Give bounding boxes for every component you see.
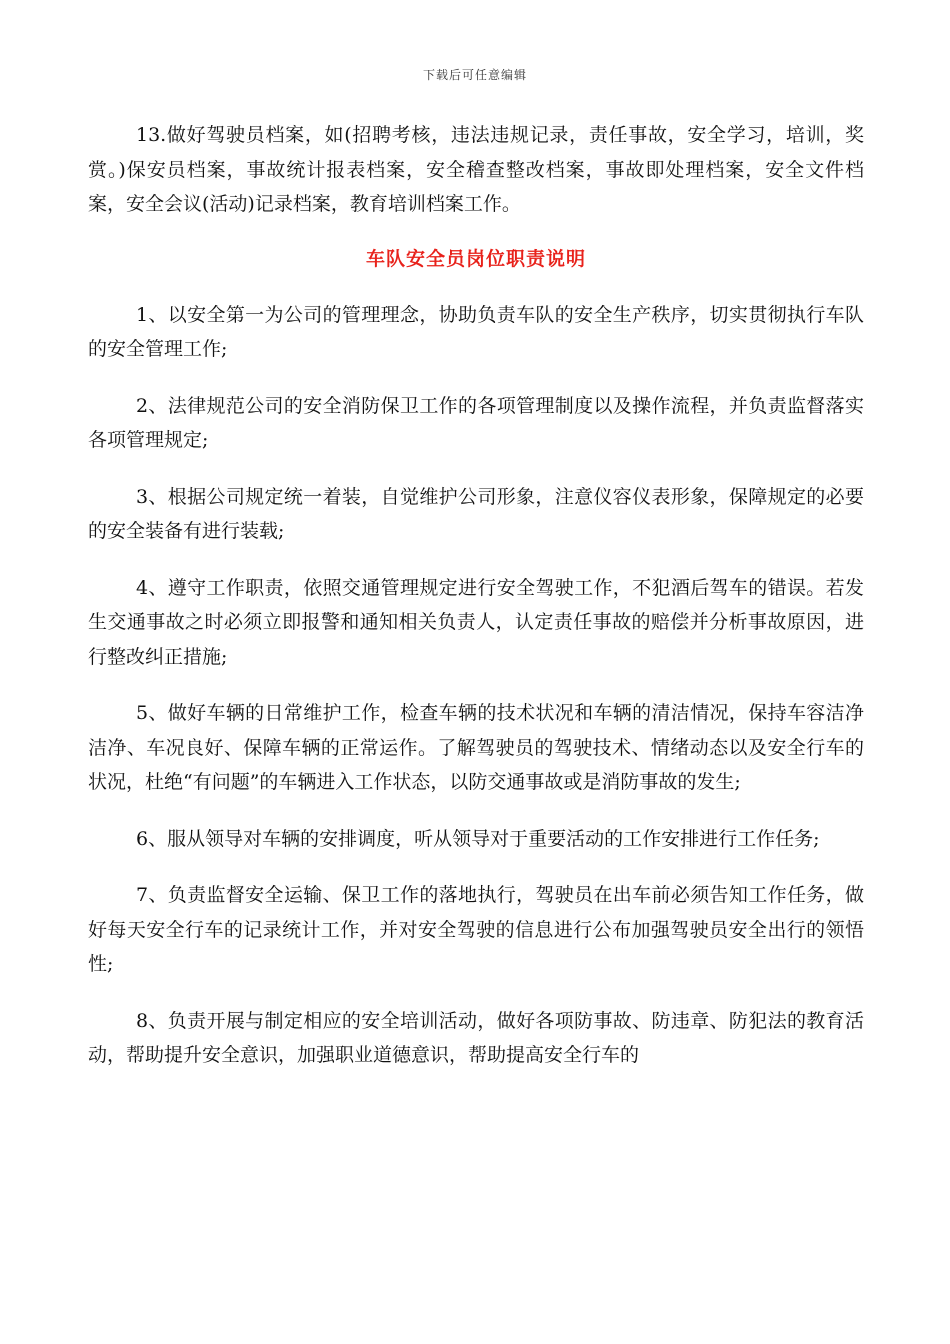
duty-item-1: 1、以安全第一为公司的管理理念，协助负责车队的安全生产秩序，切实贯彻执行车队的安全管理工作; xyxy=(88,303,864,360)
duty-item-3: 3、根据公司规定统一着装，自觉维护公司形象，注意仪容仪表形象，保障规定的必要的安全装备有进行装载; xyxy=(88,485,864,542)
duty-item-6: 6、服从领导对车辆的安排调度，听从领导对于重要活动的工作安排进行工作任务; xyxy=(136,827,820,850)
duty-item-8: 8、负责开展与制定相应的安全培训活动，做好各项防事故、防违章、防犯法的教育活动，帮助提升安全意识，加强职业道德意识，帮助提高安全行车的 xyxy=(88,1009,864,1066)
duty-item-4: 4、遵守工作职责，依照交通管理规定进行安全驾驶工作，不犯酒后驾车的错误。若发生交通事故之时必须立即报警和通知相关负责人，认定责任事故的赔偿并分析事故原因，进行整改纠正措施; xyxy=(88,576,864,668)
intro-paragraph: 13.做好驾驶员档案，如(招聘考核，违法违规记录，责任事故，安全学习，培训，奖赏。)保安员档案，事故统计报表档案，安全稽查整改档案，事故即处理档案，安全文件档案，安全会议(活动)记录档案，教育培训档案工作。 xyxy=(88,124,864,215)
document-body xyxy=(88,118,864,1073)
duty-item-7: 7、负责监督安全运输、保卫工作的落地执行，驾驶员在出车前必须告知工作任务，做好每天安全行车的记录统计工作，并对安全驾驶的信息进行公布加强驾驶员安全出行的领悟性; xyxy=(88,884,864,975)
duty-item-5: 5、做好车辆的日常维护工作，检查车辆的技术状况和车辆的清洁情况，保持车容洁净洁净、车况良好、保障车辆的正常运作。了解驾驶员的驾驶技术、情绪动态以及安全行车的状况，杜绝“有问题”的车辆进入工作状态，以防交通事故或是消防事故的发生; xyxy=(88,702,864,793)
duty-item-2: 2、法律规范公司的安全消防保卫工作的各项管理制度以及操作流程，并负责监督落实各项管理规定; xyxy=(88,394,864,451)
header-note: 下载后可任意编辑 xyxy=(422,68,527,82)
section-title: 车队安全员岗位职责说明 xyxy=(365,247,586,270)
